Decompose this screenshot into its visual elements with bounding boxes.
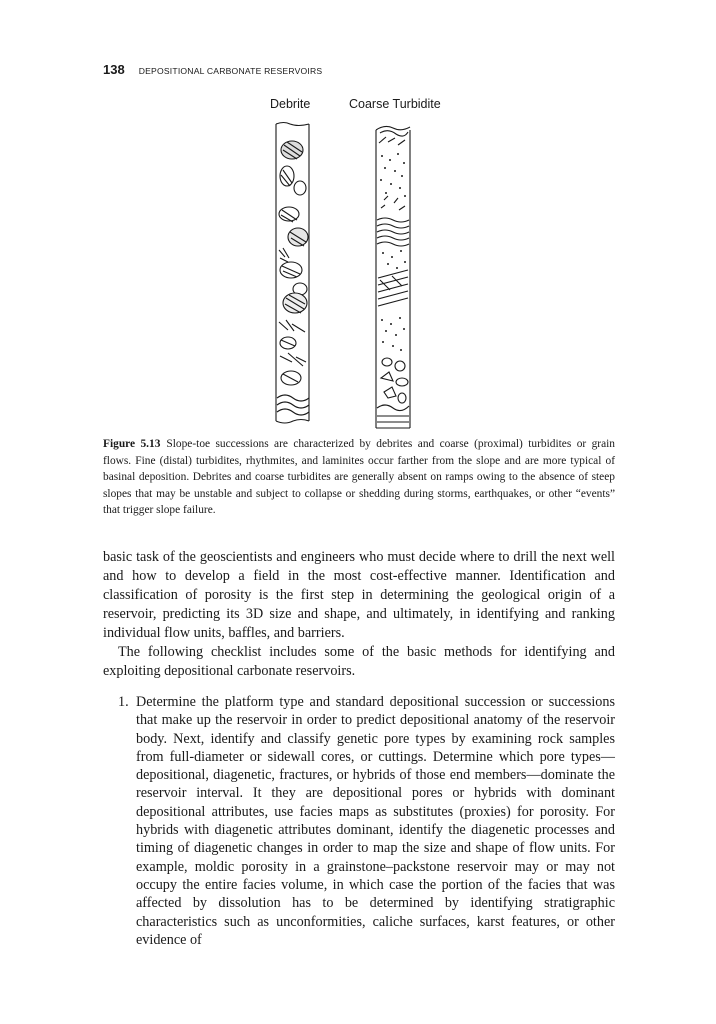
- coarse-turbidite-column: [376, 126, 410, 428]
- checklist-item-text: Determine the platform type and standard depositional succession or successions that make up the reservoir in order to predict depositional anatomy of the reservoir body. Next, identify and classify genetic pore types by examining rock samples from full-diameter or sidewall cores, or cuttings. Determine which pore types—depositional, diagenetic, fractures, or hybrids of those end members—dominate the reservoir interval. It they are depositional pores or hybrids with dominant depositional attributes, use facies maps as substitutes (proxies) for porosity. For hybrids with diagenetic attributes dominant, identify the diagenetic processes and timing of diagenetic changes in order to map the size and shape of flow units. For example, moldic porosity in a grainstone–packstone reservoir may or may not occupy the entire facies volume, in which case the portion of the facies that was affected by dissolution has to be determined by identifying stratigraphic characteristics such as unconformities, caliche surfaces, karst features, or other evidence of: [136, 694, 615, 948]
- running-head: DEPOSITIONAL CARBONATE RESERVOIRS: [138, 66, 323, 76]
- caption-text: Slope-toe successions are characterized by debrites and coarse (proximal) turbidites or grain flows. Fine (distal) turbidites, rhythmites, and laminites occur farther from the slope and are more typical of basinal deposition. Debrites and coarse turbidites are generally absent on ramps owing to the absence of steep slopes that may be unstable and subject to collapse or shedding during storms, earthquakes, or other “events” that trigger slope failure.: [103, 438, 616, 517]
- checklist-item: [118, 693, 615, 949]
- stratigraphic-columns-figure: [0, 0, 716, 440]
- checklist-item-number: 1.: [118, 694, 129, 710]
- body-paragraph-1: basic task of the geoscientists and engineers who must decide where to drill the next well and how to develop a field in the most cost-effective manner. Identification and classification of porosity is the first step in determining the geological origin of a reservoir, predicting its 3D size and shape, and ultimately, in identifying and ranking individual flow units, baffles, and barriers.: [103, 549, 615, 641]
- figure-caption: [103, 436, 615, 519]
- page-number: 138: [103, 62, 125, 77]
- debrite-column: [276, 123, 309, 424]
- coarse-turbidite-label: Coarse Turbidite: [349, 97, 441, 111]
- debrite-label: Debrite: [270, 97, 311, 111]
- body-paragraph-2: The following checklist includes some of the basic methods for identifying and exploiting depositional carbonate reservoirs.: [103, 644, 615, 679]
- figure-label: Figure 5.13: [103, 438, 161, 450]
